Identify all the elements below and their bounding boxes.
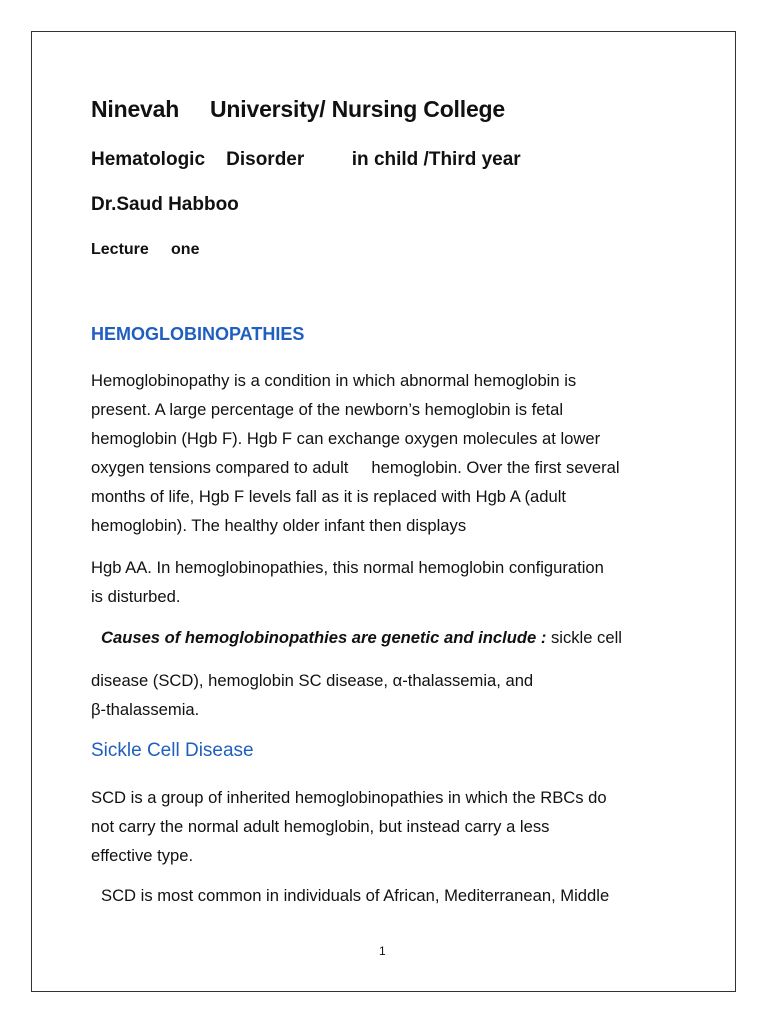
paragraph-scd-prevalence: SCD is most common in individuals of African, Mediterranean, Middle xyxy=(101,886,610,905)
paragraph-causes-list xyxy=(91,666,691,724)
institution-heading: Ninevah University/ Nursing College xyxy=(91,96,505,122)
text-line: SCD is a group of inherited hemoglobinopathies in which the RBCs do xyxy=(91,788,607,807)
lecture-number: Lecture one xyxy=(91,241,200,258)
text-line: effective type. xyxy=(91,846,194,865)
text-line: months of life, Hgb F levels fall as it is replaced with Hgb A (adult xyxy=(91,487,566,506)
text-line: hemoglobin (Hgb F). Hgb F can exchange oxygen molecules at lower xyxy=(91,429,601,448)
text-line: hemoglobin). The healthy older infant then displays xyxy=(91,516,467,535)
paragraph-scd-definition xyxy=(91,783,691,870)
text-line: disease (SCD), hemoglobin SC disease, α-thalassemia, and xyxy=(91,671,534,690)
text-line: Hgb AA. In hemoglobinopathies, this normal hemoglobin configuration xyxy=(91,558,604,577)
text-line: not carry the normal adult hemoglobin, but instead carry a less xyxy=(91,817,550,836)
paragraph-hgb-aa xyxy=(91,553,691,611)
page-number: 1 xyxy=(379,944,386,958)
lecturer-name: Dr.Saud Habboo xyxy=(91,194,239,215)
causes-label: Causes of hemoglobinopathies are genetic and include : xyxy=(101,628,547,647)
causes-rest: sickle cell xyxy=(546,628,622,647)
text-line: β-thalassemia. xyxy=(91,700,200,719)
text-line: Hemoglobinopathy is a condition in which abnormal hemoglobin is xyxy=(91,371,577,390)
text-line: is disturbed. xyxy=(91,587,181,606)
course-heading: Hematologic Disorder in child /Third year xyxy=(91,149,521,170)
paragraph-hemoglobinopathy-definition xyxy=(91,366,691,540)
causes-line xyxy=(101,628,622,648)
section-title-sickle-cell: Sickle Cell Disease xyxy=(91,740,254,761)
text-line: present. A large percentage of the newborn’s hemoglobin is fetal xyxy=(91,400,564,419)
section-title-hemoglobinopathies: HEMOGLOBINOPATHIES xyxy=(91,324,305,344)
text-line: oxygen tensions compared to adult hemoglobin. Over the first several xyxy=(91,458,620,477)
